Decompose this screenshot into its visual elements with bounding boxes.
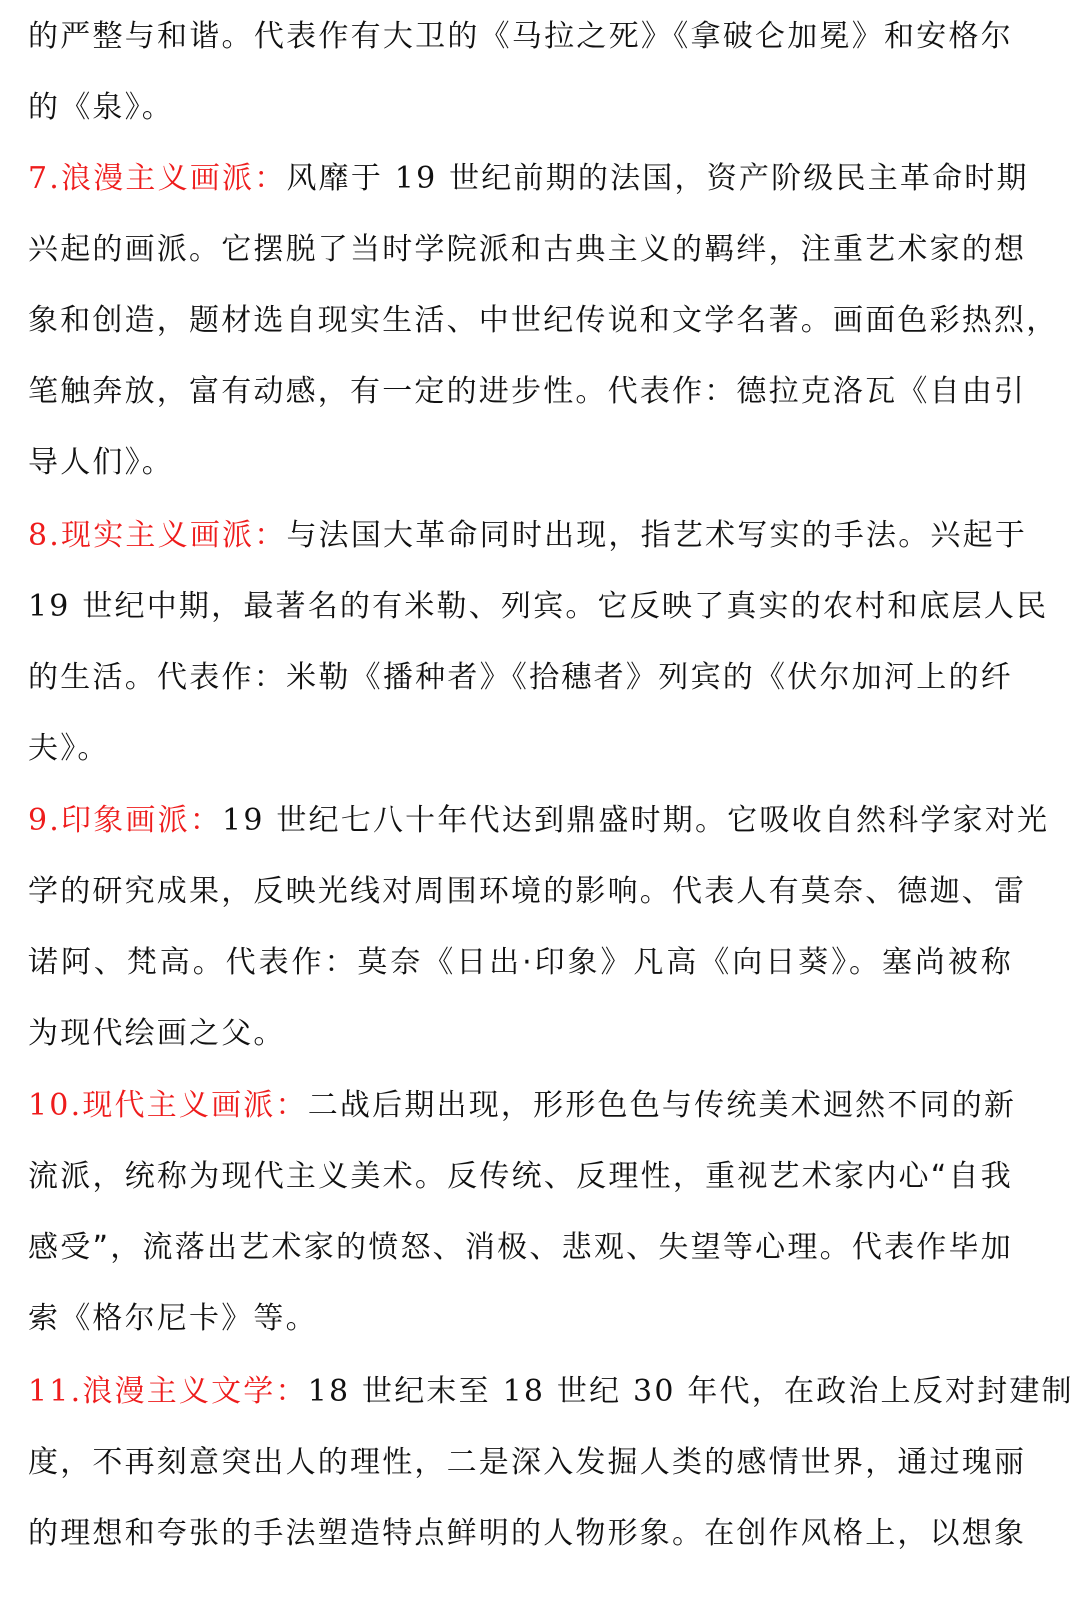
body-text: 感受”，流落出艺术家的愤怒、消极、悲观、失望等心理。代表作毕加 — [28, 1230, 1013, 1265]
section-heading: 8.现实主义画派： — [28, 518, 287, 553]
text-line — [28, 1157, 1013, 1197]
body-text: 兴起的画派。它摆脱了当时学院派和古典主义的羁绊，注重艺术家的想 — [28, 232, 1027, 267]
body-text: 诺阿、梵高。代表作：莫奈《日出·印象》凡高《向日葵》。塞尚被称 — [28, 945, 1013, 980]
text-line — [28, 372, 1027, 412]
body-text: 风靡于 19 世纪前期的法国，资产阶级民主革命时期 — [286, 161, 1029, 196]
text-line — [28, 943, 1013, 983]
body-text: 度，不再刻意突出人的理性，二是深入发掘人类的感情世界，通过瑰丽 — [28, 1445, 1027, 1480]
text-line — [28, 443, 1013, 483]
body-text: 夫》。 — [28, 731, 110, 766]
section-heading: 11.浪漫主义文学： — [28, 1374, 308, 1409]
body-text: 学的研究成果，反映光线对周围环境的影响。代表人有莫奈、德迦、雷 — [28, 874, 1027, 909]
text-line — [28, 17, 1013, 57]
section-line-romantic-painting — [28, 159, 1029, 199]
body-text: 的生活。代表作：米勒《播种者》《拾穗者》列宾的《伏尔加河上的纤 — [28, 660, 1013, 695]
text-line — [28, 658, 1013, 698]
text-line — [28, 88, 1013, 128]
text-line — [28, 301, 1059, 341]
text-line — [28, 587, 1049, 627]
body-text: 二战后期出现，形形色色与传统美术迥然不同的新 — [307, 1088, 1017, 1123]
text-line — [28, 729, 1013, 769]
text-line — [28, 1514, 1027, 1554]
section-line-realism-painting — [28, 516, 1028, 556]
section-line-impressionism — [28, 801, 1050, 841]
body-text: 导人们》。 — [28, 445, 174, 480]
body-text: 与法国大革命同时出现，指艺术写实的手法。兴起于 — [286, 518, 1028, 553]
section-line-modernism-painting — [28, 1086, 1017, 1126]
text-line — [28, 1299, 1013, 1339]
body-text: 笔触奔放，富有动感，有一定的进步性。代表作：德拉克洛瓦《自由引 — [28, 374, 1027, 409]
body-text: 18 世纪末至 18 世纪 30 年代，在政治上反对封建制 — [307, 1374, 1074, 1409]
text-line — [28, 872, 1027, 912]
section-heading: 9.印象画派： — [28, 803, 223, 838]
text-line — [28, 1443, 1027, 1483]
section-line-romantic-literature — [28, 1372, 1074, 1412]
body-text: 的理想和夸张的手法塑造特点鲜明的人物形象。在创作风格上，以想象 — [28, 1516, 1027, 1551]
body-text: 19 世纪七八十年代达到鼎盛时期。它吸收自然科学家对光 — [222, 803, 1050, 838]
section-heading: 10.现代主义画派： — [28, 1088, 308, 1123]
body-text: 流派，统称为现代主义美术。反传统、反理性，重视艺术家内心“自我 — [28, 1159, 1013, 1194]
body-text: 的严整与和谐。代表作有大卫的《马拉之死》《拿破仑加冕》和安格尔 — [28, 19, 1013, 54]
body-text: 索《格尔尼卡》等。 — [28, 1301, 318, 1336]
body-text: 的《泉》。 — [28, 90, 174, 125]
text-line — [28, 1228, 1013, 1268]
body-text: 为现代绘画之父。 — [28, 1016, 286, 1051]
text-line — [28, 230, 1027, 270]
section-heading: 7.浪漫主义画派： — [28, 161, 287, 196]
body-text: 象和创造，题材选自现实生活、中世纪传说和文学名著。画面色彩热烈， — [28, 303, 1059, 338]
body-text: 19 世纪中期，最著名的有米勒、列宾。它反映了真实的农村和底层人民 — [28, 589, 1049, 624]
text-line — [28, 1014, 1013, 1054]
